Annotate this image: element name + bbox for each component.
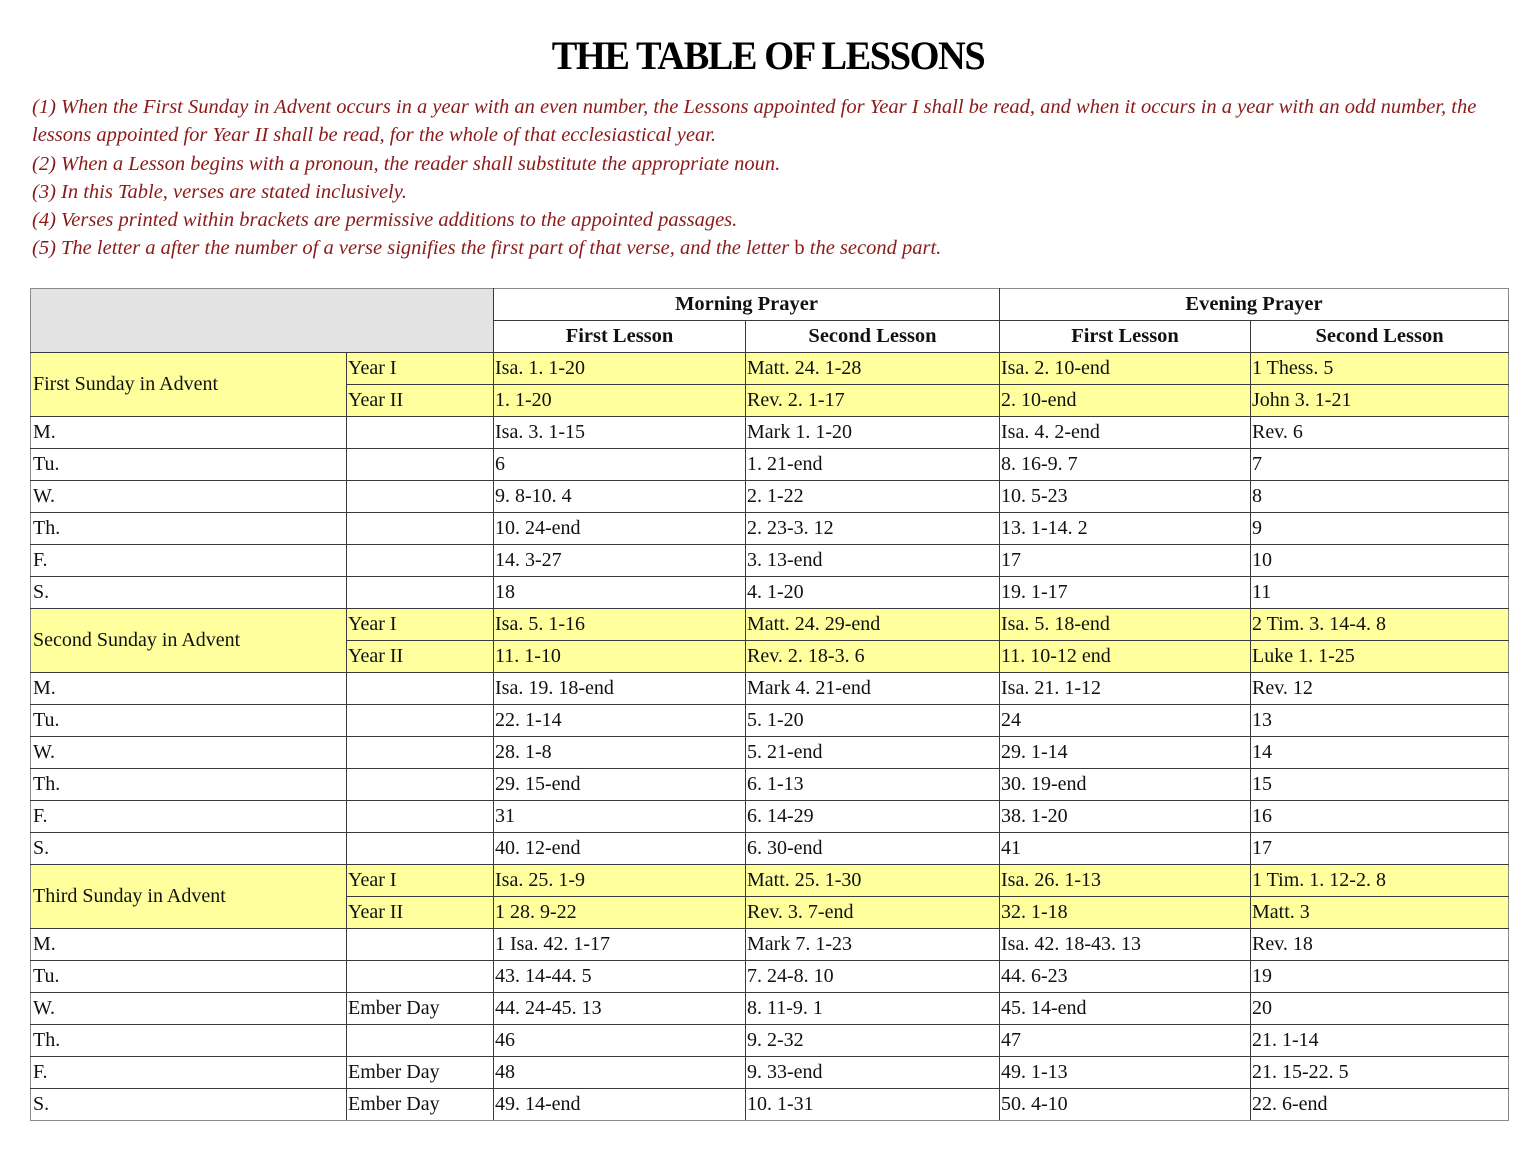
day-label: S. — [31, 1089, 347, 1121]
mp-second-lesson: 8. 11-9. 1 — [746, 993, 1000, 1025]
table-row — [31, 929, 1509, 961]
day-label: F. — [31, 1057, 347, 1089]
ep-second-lesson: 1 Tim. 1. 12-2. 8 — [1251, 865, 1509, 897]
mp-second-lesson: Rev. 2. 18-3. 6 — [746, 641, 1000, 673]
day-label: Th. — [31, 1025, 347, 1057]
mp-first-lesson: 1. 1-20 — [494, 385, 746, 417]
ep-second-lesson: 1 Thess. 5 — [1251, 353, 1509, 385]
day-note — [347, 961, 494, 993]
table-row — [31, 705, 1509, 737]
ep-first-lesson: Isa. 26. 1-13 — [1000, 865, 1251, 897]
ep-second-lesson: 17 — [1251, 833, 1509, 865]
mp-first-lesson: 6 — [494, 449, 746, 481]
ep-first-lesson: 13. 1-14. 2 — [1000, 513, 1251, 545]
mp-second-lesson: Matt. 24. 29-end — [746, 609, 1000, 641]
mp-first-lesson: 29. 15-end — [494, 769, 746, 801]
ep-first-lesson: 45. 14-end — [1000, 993, 1251, 1025]
day-label: W. — [31, 993, 347, 1025]
sunday-name: First Sunday in Advent — [31, 353, 347, 417]
ep-first-lesson: Isa. 4. 2-end — [1000, 417, 1251, 449]
ep-first-lesson: 29. 1-14 — [1000, 737, 1251, 769]
mp-second-lesson: 5. 1-20 — [746, 705, 1000, 737]
mp-second-lesson: 2. 1-22 — [746, 481, 1000, 513]
year-label: Year II — [347, 385, 494, 417]
mp-second-lesson: 9. 33-end — [746, 1057, 1000, 1089]
day-label: F. — [31, 545, 347, 577]
ep-second-lesson: 13 — [1251, 705, 1509, 737]
day-label: M. — [31, 673, 347, 705]
header-row-services — [31, 289, 1509, 321]
page-title: THE TABLE OF LESSONS — [551, 33, 985, 78]
ep-first-lesson: 38. 1-20 — [1000, 801, 1251, 833]
mp-first-lesson: 22. 1-14 — [494, 705, 746, 737]
ep-first-lesson: 17 — [1000, 545, 1251, 577]
table-row — [31, 833, 1509, 865]
day-label: W. — [31, 737, 347, 769]
table-row — [31, 1089, 1509, 1121]
ep-first-lesson: 32. 1-18 — [1000, 897, 1251, 929]
table-row — [31, 545, 1509, 577]
mp-second-lesson: Matt. 24. 1-28 — [746, 353, 1000, 385]
note-1: (1) When the First Sunday in Advent occurs in a year with an even number, the Lessons appointed for Year I shall be read, and when it occurs in a year with an odd number, the lessons appointed for Year II shall be read, for the whole of that ecclesiastical year. — [32, 96, 1477, 147]
mp-first-lesson: Isa. 5. 1-16 — [494, 609, 746, 641]
ep-first-lesson: 19. 1-17 — [1000, 577, 1251, 609]
day-label: Th. — [31, 513, 347, 545]
day-note — [347, 417, 494, 449]
ep-first-lesson: 49. 1-13 — [1000, 1057, 1251, 1089]
ep-second-lesson: 7 — [1251, 449, 1509, 481]
table-row — [31, 513, 1509, 545]
note-5-text-b: the second part. — [804, 237, 942, 260]
sunday-row-year1 — [31, 865, 1509, 897]
day-note — [347, 705, 494, 737]
mp-first-lesson: 14. 3-27 — [494, 545, 746, 577]
note-5-text-a: (5) The letter a after the number of a verse signifies the first part of that verse, and the letter — [32, 237, 795, 260]
ep-first-lesson: Isa. 5. 18-end — [1000, 609, 1251, 641]
table-body — [31, 353, 1509, 1121]
table-row — [31, 481, 1509, 513]
day-note — [347, 801, 494, 833]
mp-first-lesson: Isa. 1. 1-20 — [494, 353, 746, 385]
mp-second-lesson: Mark 1. 1-20 — [746, 417, 1000, 449]
mp-second-lesson: 5. 21-end — [746, 737, 1000, 769]
mp-second-lesson: Mark 7. 1-23 — [746, 929, 1000, 961]
table-row — [31, 961, 1509, 993]
mp-first-lesson: 43. 14-44. 5 — [494, 961, 746, 993]
table-header — [31, 289, 1509, 353]
ep-second-lesson: 21. 1-14 — [1251, 1025, 1509, 1057]
mp-first-lesson: Isa. 25. 1-9 — [494, 865, 746, 897]
ep-first-lesson: 50. 4-10 — [1000, 1089, 1251, 1121]
ep-second-lesson: John 3. 1-21 — [1251, 385, 1509, 417]
day-note — [347, 769, 494, 801]
mp-first-lesson: 40. 12-end — [494, 833, 746, 865]
day-note — [347, 929, 494, 961]
ep-second-lesson: 11 — [1251, 577, 1509, 609]
note-4: (4) Verses printed within brackets are permissive additions to the appointed passages. — [32, 209, 738, 232]
day-label: Tu. — [31, 961, 347, 993]
day-label: Th. — [31, 769, 347, 801]
ep-second-lesson: 2 Tim. 3. 14-4. 8 — [1251, 609, 1509, 641]
ep-second-lesson: 20 — [1251, 993, 1509, 1025]
ep-first-lesson: 44. 6-23 — [1000, 961, 1251, 993]
day-note — [347, 577, 494, 609]
table-row — [31, 993, 1509, 1025]
note-5 — [32, 234, 1512, 262]
mp-first-lesson: 28. 1-8 — [494, 737, 746, 769]
mp-second-lesson: 9. 2-32 — [746, 1025, 1000, 1057]
ep-second-lesson: Rev. 12 — [1251, 673, 1509, 705]
year-label: Year II — [347, 641, 494, 673]
note-3: (3) In this Table, verses are stated inclusively. — [32, 180, 407, 203]
mp-first-lesson: 18 — [494, 577, 746, 609]
mp-first-lesson: Isa. 3. 1-15 — [494, 417, 746, 449]
header-evening-prayer: Evening Prayer — [1000, 289, 1509, 321]
mp-first-lesson: 44. 24-45. 13 — [494, 993, 746, 1025]
ep-second-lesson: Matt. 3 — [1251, 897, 1509, 929]
ep-second-lesson: Rev. 18 — [1251, 929, 1509, 961]
header-morning-prayer: Morning Prayer — [494, 289, 1000, 321]
mp-first-lesson: 31 — [494, 801, 746, 833]
mp-first-lesson: 46 — [494, 1025, 746, 1057]
day-label: S. — [31, 833, 347, 865]
day-label: S. — [31, 577, 347, 609]
ep-first-lesson: Isa. 42. 18-43. 13 — [1000, 929, 1251, 961]
day-note — [347, 1025, 494, 1057]
day-note — [347, 833, 494, 865]
lessons-table — [30, 288, 1509, 1121]
day-note: Ember Day — [347, 1089, 494, 1121]
day-note: Ember Day — [347, 993, 494, 1025]
sunday-name: Second Sunday in Advent — [31, 609, 347, 673]
day-note — [347, 737, 494, 769]
mp-second-lesson: 6. 30-end — [746, 833, 1000, 865]
day-label: Tu. — [31, 449, 347, 481]
ep-second-lesson: Luke 1. 1-25 — [1251, 641, 1509, 673]
ep-second-lesson: 19 — [1251, 961, 1509, 993]
mp-second-lesson: 10. 1-31 — [746, 1089, 1000, 1121]
sunday-row-year1 — [31, 353, 1509, 385]
table-row — [31, 1057, 1509, 1089]
day-label: M. — [31, 929, 347, 961]
ep-second-lesson: 10 — [1251, 545, 1509, 577]
day-label: W. — [31, 481, 347, 513]
day-note: Ember Day — [347, 1057, 494, 1089]
mp-second-lesson: Rev. 3. 7-end — [746, 897, 1000, 929]
header-corner-cell — [31, 289, 494, 353]
mp-second-lesson: 6. 1-13 — [746, 769, 1000, 801]
day-label: F. — [31, 801, 347, 833]
table-row — [31, 673, 1509, 705]
mp-first-lesson: 1 Isa. 42. 1-17 — [494, 929, 746, 961]
mp-first-lesson: Isa. 19. 18-end — [494, 673, 746, 705]
header-ep-second-lesson: Second Lesson — [1251, 321, 1509, 353]
year-label: Year I — [347, 609, 494, 641]
day-note — [347, 513, 494, 545]
ep-first-lesson: 11. 10-12 end — [1000, 641, 1251, 673]
day-note — [347, 449, 494, 481]
mp-first-lesson: 10. 24-end — [494, 513, 746, 545]
year-label: Year II — [347, 897, 494, 929]
year-label: Year I — [347, 865, 494, 897]
header-mp-second-lesson: Second Lesson — [746, 321, 1000, 353]
ep-second-lesson: 15 — [1251, 769, 1509, 801]
header-ep-first-lesson: First Lesson — [1000, 321, 1251, 353]
ep-first-lesson: Isa. 2. 10-end — [1000, 353, 1251, 385]
mp-second-lesson: 4. 1-20 — [746, 577, 1000, 609]
ep-first-lesson: 30. 19-end — [1000, 769, 1251, 801]
mp-first-lesson: 48 — [494, 1057, 746, 1089]
table-row — [31, 769, 1509, 801]
ep-first-lesson: Isa. 21. 1-12 — [1000, 673, 1251, 705]
ep-first-lesson: 2. 10-end — [1000, 385, 1251, 417]
header-mp-first-lesson: First Lesson — [494, 321, 746, 353]
table-row — [31, 801, 1509, 833]
ep-first-lesson: 41 — [1000, 833, 1251, 865]
ep-first-lesson: 47 — [1000, 1025, 1251, 1057]
ep-second-lesson: 9 — [1251, 513, 1509, 545]
ep-first-lesson: 24 — [1000, 705, 1251, 737]
note-2: (2) When a Lesson begins with a pronoun, the reader shall substitute the appropriate noun. — [32, 152, 781, 175]
ep-second-lesson: 8 — [1251, 481, 1509, 513]
table-row — [31, 577, 1509, 609]
table-row — [31, 737, 1509, 769]
day-note — [347, 545, 494, 577]
table-row — [31, 449, 1509, 481]
mp-second-lesson: Matt. 25. 1-30 — [746, 865, 1000, 897]
ep-second-lesson: 22. 6-end — [1251, 1089, 1509, 1121]
sunday-name: Third Sunday in Advent — [31, 865, 347, 929]
day-label: M. — [31, 417, 347, 449]
ep-second-lesson: 14 — [1251, 737, 1509, 769]
mp-second-lesson: Rev. 2. 1-17 — [746, 385, 1000, 417]
mp-second-lesson: Mark 4. 21-end — [746, 673, 1000, 705]
note-5-letter-b: b — [794, 237, 805, 260]
day-note — [347, 673, 494, 705]
ep-second-lesson: 16 — [1251, 801, 1509, 833]
mp-second-lesson: 3. 13-end — [746, 545, 1000, 577]
ep-first-lesson: 10. 5-23 — [1000, 481, 1251, 513]
table-row — [31, 1025, 1509, 1057]
sunday-row-year1 — [31, 609, 1509, 641]
mp-first-lesson: 11. 1-10 — [494, 641, 746, 673]
mp-second-lesson: 6. 14-29 — [746, 801, 1000, 833]
mp-first-lesson: 49. 14-end — [494, 1089, 746, 1121]
instructions-notes — [32, 93, 1512, 263]
day-label: Tu. — [31, 705, 347, 737]
mp-second-lesson: 7. 24-8. 10 — [746, 961, 1000, 993]
day-note — [347, 481, 494, 513]
mp-first-lesson: 1 28. 9-22 — [494, 897, 746, 929]
table-row — [31, 417, 1509, 449]
mp-second-lesson: 1. 21-end — [746, 449, 1000, 481]
mp-first-lesson: 9. 8-10. 4 — [494, 481, 746, 513]
year-label: Year I — [347, 353, 494, 385]
ep-first-lesson: 8. 16-9. 7 — [1000, 449, 1251, 481]
mp-second-lesson: 2. 23-3. 12 — [746, 513, 1000, 545]
ep-second-lesson: Rev. 6 — [1251, 417, 1509, 449]
ep-second-lesson: 21. 15-22. 5 — [1251, 1057, 1509, 1089]
